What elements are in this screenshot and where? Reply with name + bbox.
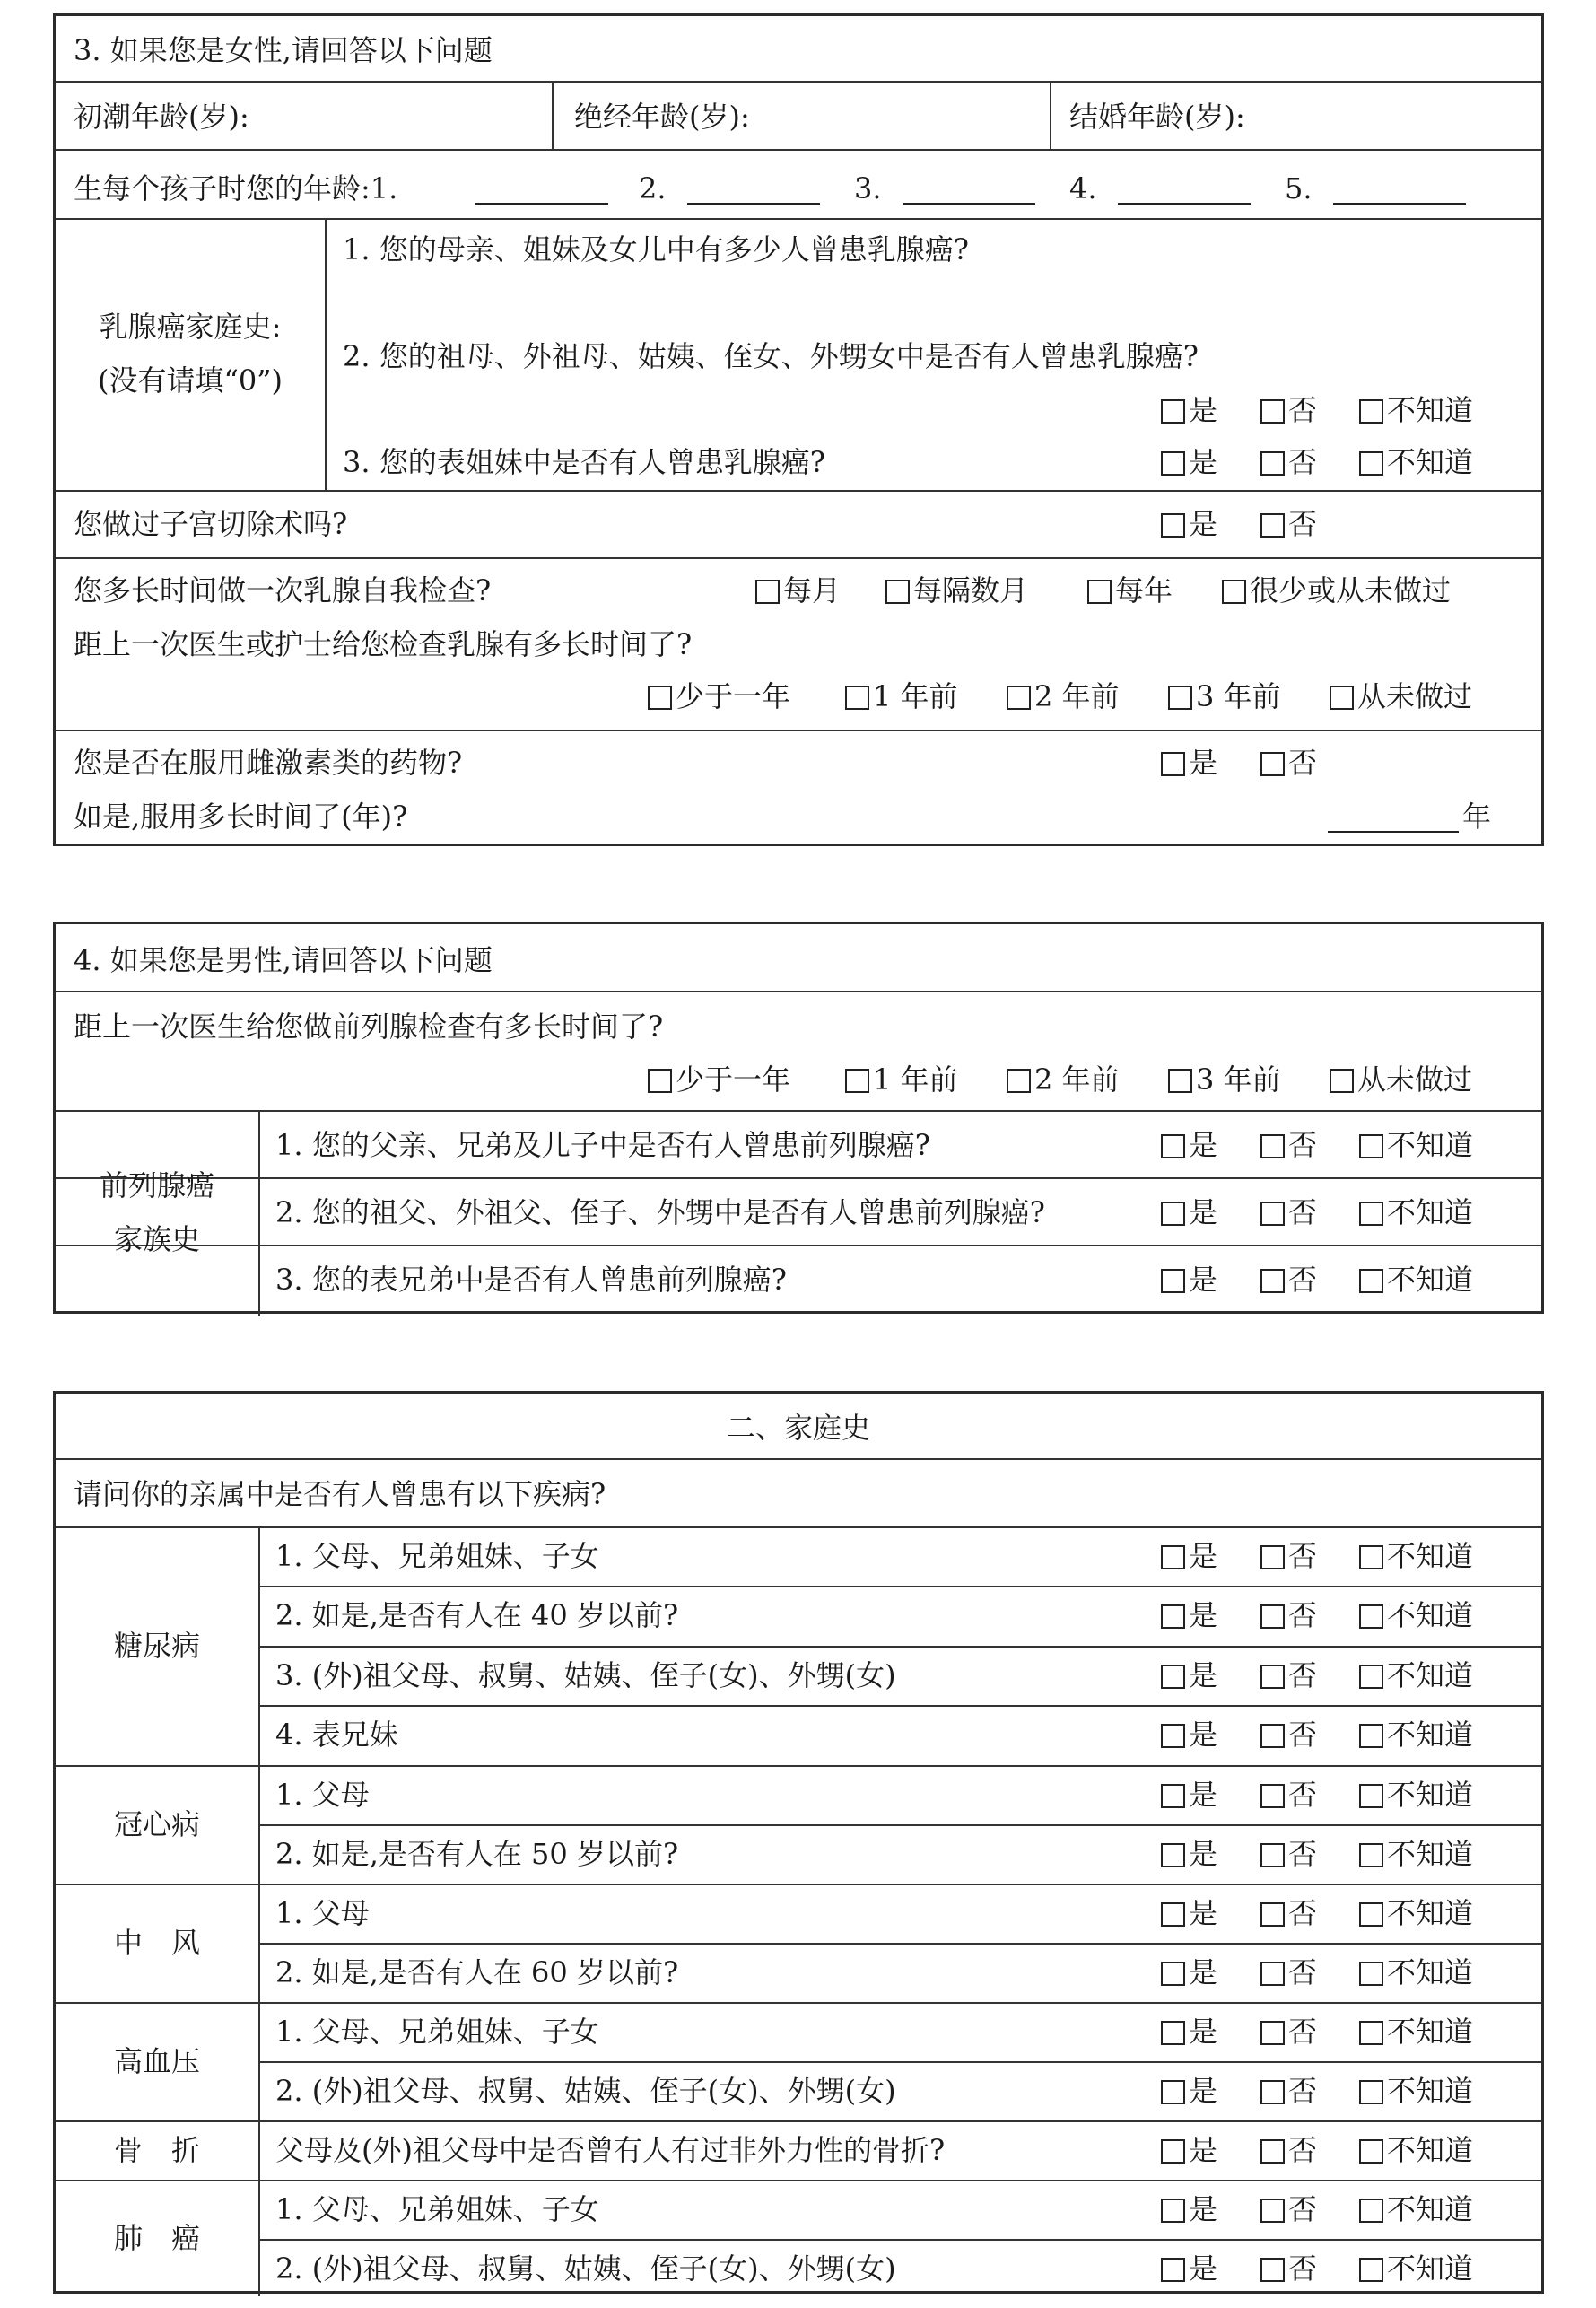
checkbox-icon[interactable] <box>1359 1962 1383 1986</box>
doctor-exam-lt1y-option[interactable]: 少于一年 <box>648 682 790 711</box>
lung-cancer-row-2-yes-option[interactable]: 是 <box>1161 2254 1217 2283</box>
diabetes-label: 糖尿病 <box>113 1629 200 1663</box>
diabetes-row-4-unknown-option[interactable]: 不知道 <box>1359 1720 1473 1749</box>
child-age-label: 生每个孩子时您的年龄:1. <box>74 171 398 205</box>
child-age-2-label: 2. <box>639 171 667 205</box>
lung-cancer-row-1: 1. 父母、兄弟姐妹、子女 <box>275 2192 599 2226</box>
prostate-family-label-2: 家族史 <box>113 1222 200 1256</box>
diabetes-row-3-yes-option[interactable]: 是 <box>1161 1661 1217 1690</box>
hypertension-row-1-no-option[interactable]: 否 <box>1260 2017 1317 2046</box>
hypertension-row-2-unknown-option[interactable]: 不知道 <box>1359 2076 1473 2105</box>
estrogen-yes-option[interactable]: 是 <box>1161 748 1217 777</box>
hypertension-row-2-yes-option[interactable]: 是 <box>1161 2076 1217 2105</box>
checkbox-icon[interactable] <box>1161 399 1185 424</box>
estrogen-no-option[interactable]: 否 <box>1260 748 1317 777</box>
bc-q2-unknown-option[interactable]: 不知道 <box>1359 396 1473 424</box>
hypertension-row-2: 2. (外)祖父母、叔舅、姑姨、侄子(女)、外甥(女) <box>275 2074 896 2108</box>
checkbox-icon[interactable] <box>1359 451 1383 476</box>
checkbox-icon[interactable] <box>1260 2199 1285 2223</box>
child-age-5-label: 5. <box>1285 171 1313 205</box>
checkbox-icon[interactable] <box>1260 2080 1285 2104</box>
diabetes-row-3-no-option[interactable]: 否 <box>1260 1661 1317 1690</box>
diabetes-row-1-unknown-option[interactable]: 不知道 <box>1359 1542 1473 1570</box>
checkbox-icon[interactable] <box>1161 513 1185 538</box>
prostate-q1-unknown-option[interactable]: 不知道 <box>1359 1131 1473 1159</box>
prostate-q3-no-option[interactable]: 否 <box>1260 1265 1317 1294</box>
child-age-3-field[interactable] <box>903 174 1035 205</box>
checkbox-icon[interactable] <box>1161 1724 1185 1748</box>
checkbox-icon[interactable] <box>1260 1962 1285 1986</box>
estrogen-question: 您是否在服用雌激素类的药物? <box>74 746 463 780</box>
checkbox-icon[interactable] <box>1161 2199 1185 2223</box>
breast-cancer-q2: 2. 您的祖母、外祖母、姑姨、侄女、外甥女中是否有人曾患乳腺癌? <box>343 339 1199 373</box>
checkbox-icon[interactable] <box>1330 686 1354 710</box>
chd-row-2: 2. 如是,是否有人在 50 岁以前? <box>275 1837 679 1871</box>
checkbox-icon[interactable] <box>1260 1902 1285 1927</box>
checkbox-icon[interactable] <box>1260 399 1285 424</box>
diabetes-row-2-unknown-option[interactable]: 不知道 <box>1359 1601 1473 1630</box>
checkbox-icon[interactable] <box>1007 686 1031 710</box>
diabetes-row-1-no-option[interactable]: 否 <box>1260 1542 1317 1570</box>
checkbox-icon[interactable] <box>1330 1069 1354 1093</box>
year-unit: 年 <box>1462 800 1492 834</box>
checkbox-icon[interactable] <box>1260 1784 1285 1808</box>
checkbox-icon[interactable] <box>1161 2139 1185 2164</box>
chd-row-1: 1. 父母 <box>275 1778 370 1812</box>
checkbox-icon[interactable] <box>1260 1545 1285 1569</box>
diabetes-row-3-unknown-option[interactable]: 不知道 <box>1359 1661 1473 1690</box>
checkbox-icon[interactable] <box>845 1069 869 1093</box>
prostate-q3-yes-option[interactable]: 是 <box>1161 1265 1217 1294</box>
chd-label: 冠心病 <box>113 1807 200 1841</box>
checkbox-icon[interactable] <box>845 686 869 710</box>
checkbox-icon[interactable] <box>1260 1269 1285 1293</box>
stroke-row-1: 1. 父母 <box>275 1896 370 1930</box>
male-section-title: 4. 如果您是男性,请回答以下问题 <box>74 943 493 977</box>
fracture-question: 父母及(外)祖父母中是否曾有人有过非外力性的骨折? <box>275 2133 946 2167</box>
prostate-q1-yes-option[interactable]: 是 <box>1161 1131 1217 1159</box>
lung-cancer-row-2: 2. (外)祖父母、叔舅、姑姨、侄子(女)、外甥(女) <box>275 2251 896 2286</box>
child-age-4-field[interactable] <box>1118 174 1251 205</box>
menopause-age-label: 绝经年龄(岁): <box>574 100 750 134</box>
lung-cancer-row-1-no-option[interactable]: 否 <box>1260 2195 1317 2224</box>
checkbox-icon[interactable] <box>1359 1843 1383 1867</box>
hysterectomy-no-option[interactable]: 否 <box>1260 510 1317 538</box>
prostate-exam-3y-option[interactable]: 3 年前 <box>1168 1065 1281 1094</box>
diabetes-row-2: 2. 如是,是否有人在 40 岁以前? <box>275 1598 679 1632</box>
diabetes-row-2-yes-option[interactable]: 是 <box>1161 1601 1217 1630</box>
prostate-exam-question: 距上一次医生给您做前列腺检查有多长时间了? <box>74 1010 664 1044</box>
checkbox-icon[interactable] <box>1007 1069 1031 1093</box>
prostate-family-label: 前列腺癌 <box>99 1168 214 1202</box>
family-history-section <box>53 1391 1544 2294</box>
checkbox-icon[interactable] <box>1161 1269 1185 1293</box>
menarche-age-label: 初潮年龄(岁): <box>74 100 249 134</box>
checkbox-icon[interactable] <box>1260 2139 1285 2164</box>
doctor-exam-3y-option[interactable]: 3 年前 <box>1168 682 1281 711</box>
checkbox-icon[interactable] <box>1161 1604 1185 1629</box>
checkbox-icon[interactable] <box>1359 1724 1383 1748</box>
hypertension-row-1-unknown-option[interactable]: 不知道 <box>1359 2017 1473 2046</box>
prostate-q3: 3. 您的表兄弟中是否有人曾患前列腺癌? <box>275 1263 787 1297</box>
self-exam-yearly-option[interactable]: 每年 <box>1087 576 1173 605</box>
checkbox-icon[interactable] <box>1161 1784 1185 1808</box>
diabetes-row-4: 4. 表兄妹 <box>275 1718 398 1752</box>
doctor-exam-question: 距上一次医生或护士给您检查乳腺有多长时间了? <box>74 627 693 661</box>
checkbox-icon[interactable] <box>1161 2258 1185 2282</box>
checkbox-icon[interactable] <box>1260 1843 1285 1867</box>
stroke-row-1-yes-option[interactable]: 是 <box>1161 1899 1217 1928</box>
bc-q3-yes-option[interactable]: 是 <box>1161 448 1217 476</box>
checkbox-icon[interactable] <box>1168 686 1192 710</box>
self-exam-monthly-option[interactable]: 每月 <box>755 576 841 605</box>
prostate-q2-no-option[interactable]: 否 <box>1260 1198 1317 1227</box>
checkbox-icon[interactable] <box>1161 451 1185 476</box>
checkbox-icon[interactable] <box>1161 1962 1185 1986</box>
fracture-no-option[interactable]: 否 <box>1260 2136 1317 2164</box>
checkbox-icon[interactable] <box>648 1069 672 1093</box>
diabetes-row-4-yes-option[interactable]: 是 <box>1161 1720 1217 1749</box>
checkbox-icon[interactable] <box>1260 1665 1285 1689</box>
prostate-exam-1y-option[interactable]: 1 年前 <box>845 1065 958 1094</box>
breast-cancer-family-label: 乳腺癌家庭史: <box>99 310 282 344</box>
estrogen-duration-question: 如是,服用多长时间了(年)? <box>74 800 408 834</box>
checkbox-icon[interactable] <box>1359 1202 1383 1226</box>
checkbox-icon[interactable] <box>648 686 672 710</box>
checkbox-icon[interactable] <box>1161 1202 1185 1226</box>
chd-row-1-unknown-option[interactable]: 不知道 <box>1359 1780 1473 1809</box>
self-exam-few-months-option[interactable]: 每隔数月 <box>885 576 1028 605</box>
bc-q3-unknown-option[interactable]: 不知道 <box>1359 448 1473 476</box>
checkbox-icon[interactable] <box>1260 2258 1285 2282</box>
bc-q2-yes-option[interactable]: 是 <box>1161 396 1217 424</box>
checkbox-icon[interactable] <box>1359 2080 1383 2104</box>
lung-cancer-row-2-unknown-option[interactable]: 不知道 <box>1359 2254 1473 2283</box>
prostate-q2-yes-option[interactable]: 是 <box>1161 1198 1217 1227</box>
checkbox-icon[interactable] <box>1161 2080 1185 2104</box>
checkbox-icon[interactable] <box>1359 1134 1383 1158</box>
stroke-row-2: 2. 如是,是否有人在 60 岁以前? <box>275 1955 679 1989</box>
checkbox-icon[interactable] <box>885 580 910 604</box>
diabetes-row-4-no-option[interactable]: 否 <box>1260 1720 1317 1749</box>
diabetes-row-1: 1. 父母、兄弟姐妹、子女 <box>275 1539 599 1573</box>
prostate-exam-lt1y-option[interactable]: 少于一年 <box>648 1065 790 1094</box>
checkbox-icon[interactable] <box>1359 1269 1383 1293</box>
family-history-intro: 请问你的亲属中是否有人曾患有以下疾病? <box>74 1477 606 1511</box>
stroke-row-1-no-option[interactable]: 否 <box>1260 1899 1317 1928</box>
female-section-title: 3. 如果您是女性,请回答以下问题 <box>74 33 493 67</box>
hysterectomy-yes-option[interactable]: 是 <box>1161 510 1217 538</box>
doctor-exam-never-option[interactable]: 从未做过 <box>1330 682 1472 711</box>
lung-cancer-row-2-no-option[interactable]: 否 <box>1260 2254 1317 2283</box>
lung-cancer-row-1-unknown-option[interactable]: 不知道 <box>1359 2195 1473 2224</box>
self-exam-question: 您多长时间做一次乳腺自我检查? <box>74 573 492 608</box>
child-age-3-label: 3. <box>854 171 882 205</box>
checkbox-icon[interactable] <box>1359 1604 1383 1629</box>
stroke-row-2-unknown-option[interactable]: 不知道 <box>1359 1958 1473 1987</box>
checkbox-icon[interactable] <box>1161 1134 1185 1158</box>
checkbox-icon[interactable] <box>1359 1665 1383 1689</box>
chd-row-2-no-option[interactable]: 否 <box>1260 1840 1317 1868</box>
hypertension-row-1-yes-option[interactable]: 是 <box>1161 2017 1217 2046</box>
checkbox-icon[interactable] <box>1161 1545 1185 1569</box>
checkbox-icon[interactable] <box>1260 1604 1285 1629</box>
checkbox-icon[interactable] <box>1359 1902 1383 1927</box>
checkbox-icon[interactable] <box>1260 451 1285 476</box>
hypertension-row-2-no-option[interactable]: 否 <box>1260 2076 1317 2105</box>
hypertension-row-1: 1. 父母、兄弟姐妹、子女 <box>275 2015 599 2049</box>
checkbox-icon[interactable] <box>1260 1134 1285 1158</box>
breast-cancer-q3: 3. 您的表姐妹中是否有人曾患乳腺癌? <box>343 445 825 479</box>
chd-row-2-unknown-option[interactable]: 不知道 <box>1359 1840 1473 1868</box>
child-age-2-field[interactable] <box>687 174 820 205</box>
fracture-yes-option[interactable]: 是 <box>1161 2136 1217 2164</box>
chd-row-2-yes-option[interactable]: 是 <box>1161 1840 1217 1868</box>
prostate-q1: 1. 您的父亲、兄弟及儿子中是否有人曾患前列腺癌? <box>275 1128 930 1162</box>
stroke-row-2-no-option[interactable]: 否 <box>1260 1958 1317 1987</box>
lung-cancer-row-1-yes-option[interactable]: 是 <box>1161 2195 1217 2224</box>
checkbox-icon[interactable] <box>1359 2021 1383 2045</box>
checkbox-icon[interactable] <box>1161 1902 1185 1927</box>
hypertension-label: 高血压 <box>113 2044 200 2078</box>
prostate-exam-2y-option[interactable]: 2 年前 <box>1007 1065 1120 1094</box>
fracture-unknown-option[interactable]: 不知道 <box>1359 2136 1473 2164</box>
prostate-q3-unknown-option[interactable]: 不知道 <box>1359 1265 1473 1294</box>
self-exam-rarely-option[interactable]: 很少或从未做过 <box>1222 576 1451 605</box>
checkbox-icon[interactable] <box>1260 513 1285 538</box>
stroke-label: 中 风 <box>113 1926 200 1960</box>
diabetes-row-2-no-option[interactable]: 否 <box>1260 1601 1317 1630</box>
breast-cancer-family-note: (没有请填“0”) <box>97 363 283 398</box>
estrogen-duration-field[interactable] <box>1328 802 1459 833</box>
checkbox-icon[interactable] <box>1260 752 1285 776</box>
checkbox-icon[interactable] <box>1222 580 1246 604</box>
checkbox-icon[interactable] <box>1260 1202 1285 1226</box>
prostate-q2: 2. 您的祖父、外祖父、侄子、外甥中是否有人曾患前列腺癌? <box>275 1195 1045 1229</box>
checkbox-icon[interactable] <box>1359 2139 1383 2164</box>
diabetes-row-1-yes-option[interactable]: 是 <box>1161 1542 1217 1570</box>
diabetes-row-3: 3. (外)祖父母、叔舅、姑姨、侄子(女)、外甥(女) <box>275 1658 896 1692</box>
lung-cancer-label: 肺 癌 <box>113 2221 200 2255</box>
child-age-1-field[interactable] <box>475 174 608 205</box>
checkbox-icon[interactable] <box>1161 1843 1185 1867</box>
breast-cancer-q1: 1. 您的母亲、姐妹及女儿中有多少人曾患乳腺癌? <box>343 232 969 267</box>
bc-q3-no-option[interactable]: 否 <box>1260 448 1317 476</box>
checkbox-icon[interactable] <box>1260 1724 1285 1748</box>
checkbox-icon[interactable] <box>1161 1665 1185 1689</box>
checkbox-icon[interactable] <box>1359 1545 1383 1569</box>
checkbox-icon[interactable] <box>1161 752 1185 776</box>
bc-q2-no-option[interactable]: 否 <box>1260 396 1317 424</box>
checkbox-icon[interactable] <box>1359 2199 1383 2223</box>
fracture-label: 骨 折 <box>113 2133 200 2167</box>
child-age-5-field[interactable] <box>1333 174 1466 205</box>
male-section <box>53 922 1544 1314</box>
checkbox-icon[interactable] <box>1087 580 1112 604</box>
checkbox-icon[interactable] <box>1359 399 1383 424</box>
checkbox-icon[interactable] <box>1359 1784 1383 1808</box>
child-age-4-label: 4. <box>1069 171 1097 205</box>
doctor-exam-1y-option[interactable]: 1 年前 <box>845 682 958 711</box>
stroke-row-1-unknown-option[interactable]: 不知道 <box>1359 1899 1473 1928</box>
checkbox-icon[interactable] <box>1168 1069 1192 1093</box>
marriage-age-label: 结婚年龄(岁): <box>1069 100 1245 134</box>
prostate-q2-unknown-option[interactable]: 不知道 <box>1359 1198 1473 1227</box>
checkbox-icon[interactable] <box>1260 2021 1285 2045</box>
checkbox-icon[interactable] <box>1359 2258 1383 2282</box>
checkbox-icon[interactable] <box>1161 2021 1185 2045</box>
female-section <box>53 13 1544 846</box>
prostate-q1-no-option[interactable]: 否 <box>1260 1131 1317 1159</box>
chd-row-1-no-option[interactable]: 否 <box>1260 1780 1317 1809</box>
hysterectomy-question: 您做过子宫切除术吗? <box>74 507 348 541</box>
prostate-exam-never-option[interactable]: 从未做过 <box>1330 1065 1472 1094</box>
checkbox-icon[interactable] <box>755 580 780 604</box>
chd-row-1-yes-option[interactable]: 是 <box>1161 1780 1217 1809</box>
family-history-title: 二、家庭史 <box>726 1411 870 1445</box>
stroke-row-2-yes-option[interactable]: 是 <box>1161 1958 1217 1987</box>
doctor-exam-2y-option[interactable]: 2 年前 <box>1007 682 1120 711</box>
